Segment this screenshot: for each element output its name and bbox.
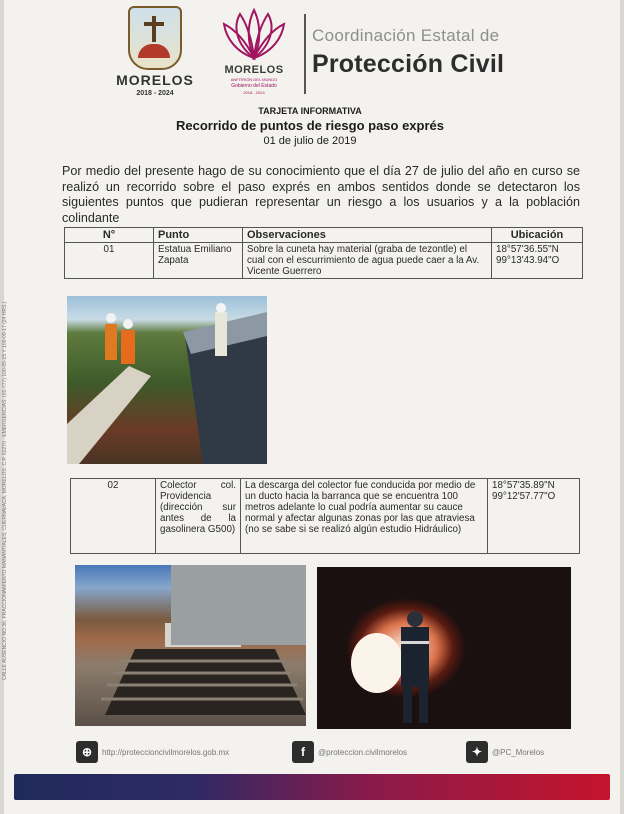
row-longitude: 99°12'57.77"O: [492, 491, 556, 502]
gov-logo-title: MORELOS: [224, 64, 284, 76]
gov-logo-years: 2018 - 2024: [243, 90, 265, 95]
risk-table-2: [70, 478, 580, 554]
state-name: MORELOS: [116, 72, 194, 88]
footer-facebook[interactable]: @proteccion.civilmorelos: [318, 748, 408, 757]
row-punto: Estatua Emiliano Zapata: [154, 243, 243, 279]
morelos-flower-logo: [218, 6, 290, 66]
facebook-icon: f: [292, 741, 314, 763]
twitter-icon: ✦: [466, 741, 488, 763]
header-punto: Punto: [154, 228, 243, 243]
proteccion-civil-label: Protección Civil: [312, 50, 505, 78]
header-ubicacion: Ubicación: [492, 228, 583, 243]
intro-paragraph: Por medio del presente hago de su conocimiento que el día 27 de julio del año en curso se realizó un recorrido sobre el paso exprés en ambos sentidos donde se detectaron los siguientes puntos que pudieran representar un riesgo a los usuarios y a la población colindante: [62, 164, 580, 225]
row-latitude: 18°57'35.89"N: [492, 480, 555, 491]
row-number: 02: [71, 479, 156, 554]
row-punto: Colector col. Providencia (dirección sur antes de la gasolinera G500): [156, 479, 241, 554]
gov-logo-subtitle: ANFITRIÓN DEL MUNDO: [230, 77, 278, 82]
row-observaciones: La descarga del colector fue conducida por medio de un ducto hacia la barranca que se encuentra 100 metros adelante lo cual podría aumentar su cauce normal y afectar algunas zonas por las que atraviesa (no se sabe si se realizó algún estudio Hidráulico): [241, 479, 488, 554]
table-header-row: [65, 228, 583, 243]
photo-cuneta-inspection: [67, 296, 267, 464]
photo-collector-grate: [75, 565, 306, 726]
doc-label: TARJETA INFORMATIVA: [258, 106, 362, 116]
footer-stripe: [14, 774, 610, 800]
state-seal-logo: [128, 6, 182, 70]
table-row: [65, 243, 583, 279]
web-icon: ⊕: [76, 741, 98, 763]
header-num: N°: [65, 228, 154, 243]
row-ubicacion: [488, 479, 580, 554]
footer-web[interactable]: http://proteccioncivilmorelos.gob.mx: [102, 748, 230, 757]
photo-collector-tunnel: [317, 567, 571, 729]
row-observaciones: Sobre la cuneta hay material (graba de tezontle) el cual con el escurrimiento de agua puede caer a la Av. Vicente Guerrero: [243, 243, 492, 279]
row-latitude: 18°57'36.55"N: [496, 244, 559, 255]
risk-table-1: [64, 227, 583, 279]
header-divider: [304, 14, 306, 94]
doc-title: Recorrido de puntos de riesgo paso exprés: [175, 118, 444, 133]
row-number: 01: [65, 243, 154, 279]
doc-date: 01 de julio de 2019: [263, 135, 357, 147]
footer-twitter[interactable]: @PC_Morelos: [492, 748, 545, 757]
row-longitude: 99°13'43.94"O: [496, 255, 560, 266]
table-row: [71, 479, 580, 554]
coordinacion-label: Coordinación Estatal de: [312, 26, 500, 45]
header-observaciones: Observaciones: [243, 228, 492, 243]
state-years: 2018 - 2024: [136, 90, 174, 97]
side-address-text: CALLE AUSENCIO NO.36, FRACCIONAMIENTO MANANTIALES, CUERNAVACA, MORELOS. C.P. 62270 · EMERGENCIAS: (01-777) 100-05-15 Y 100-05-17 (24 HRS.): [2, 301, 8, 680]
gov-logo-gobierno: Gobierno del Estado: [231, 83, 277, 89]
row-ubicacion: [492, 243, 583, 279]
